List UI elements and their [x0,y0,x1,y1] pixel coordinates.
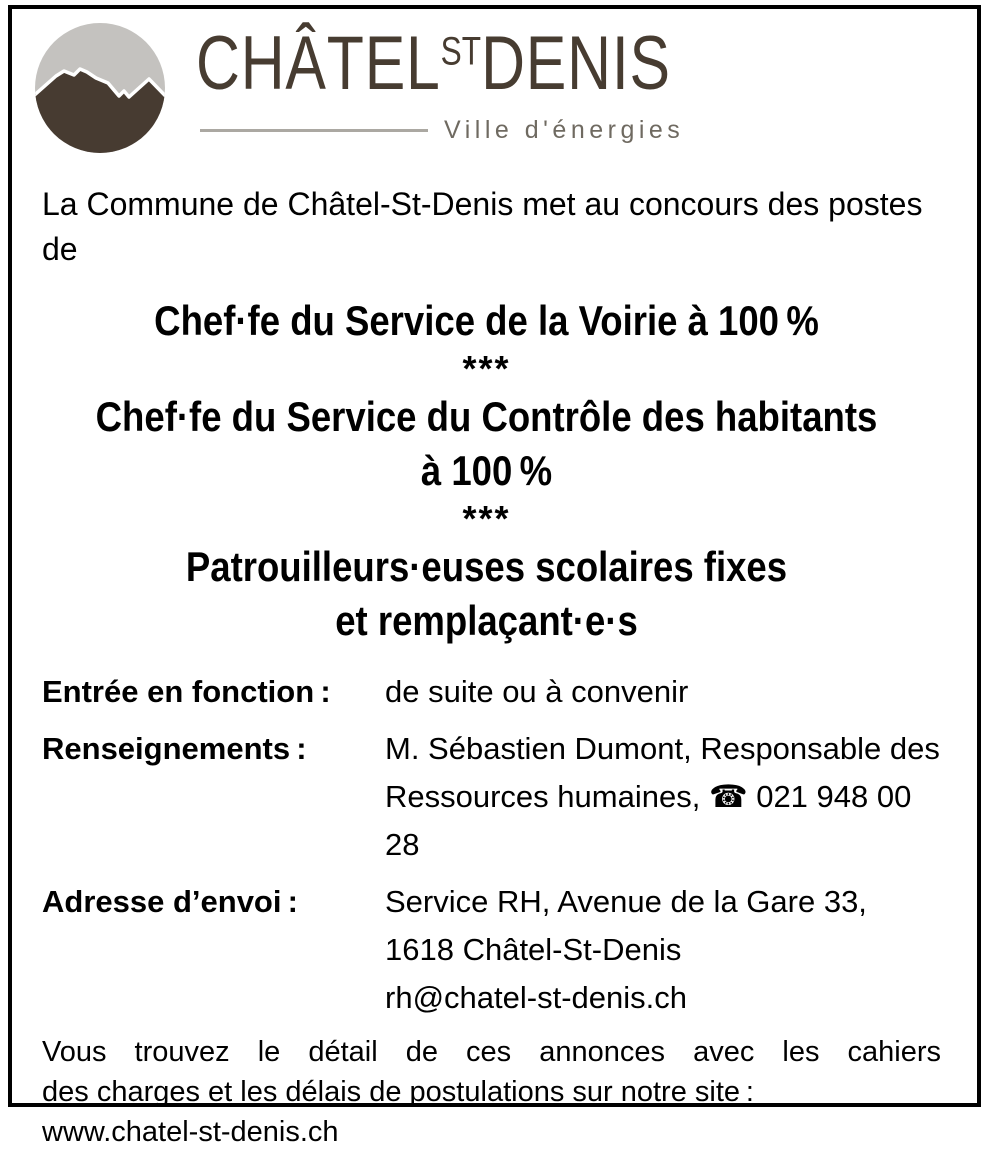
email-address: rh@chatel-st-denis.ch [385,980,687,1015]
detail-label-entree: Entrée en fonction : [42,674,331,709]
logo-tagline: Ville d'énergies [444,116,685,144]
job-title-voirie: Chef·fe du Service de la Voirie à 100 % [154,297,819,344]
detail-label-renseignements: Renseignements : [42,731,307,766]
detail-label-adresse: Adresse d’envoi : [42,884,299,919]
phone-number: 021 948 00 28 [385,779,912,862]
separator-stars: *** [462,348,511,389]
job-ad-frame [8,5,981,1148]
footer-line-1: Vous trouvez le détail de ces annonces avec les cahiers [42,1036,941,1068]
tagline-rule [200,129,428,132]
intro-line-1: La Commune de Châtel-St-Denis met au concours des postes [42,186,923,222]
job-title-patrouilleurs: Patrouilleurs·euses scolaires fixes et remplaçant·e·s [185,543,788,644]
tagline-row [200,116,790,145]
detail-value-adresse [385,878,941,1022]
chatel-mountain-logo-icon [34,22,166,154]
logo-header [32,22,941,156]
intro-line-2: de [42,231,78,267]
brand-block [196,22,790,145]
details-section [42,668,941,1022]
wordmark-denis: DENIS [481,21,671,106]
contact-phone-line: Ressources humaines, ☎ 021 948 00 28 [385,779,912,862]
footer-line-2: des charges et les délais de postulations sur notre site : [42,1076,754,1108]
intro-text [42,182,941,272]
logo-wordmark [196,21,671,114]
postal-address-line-2: 1618 Châtel-St-Denis [385,932,682,967]
detail-row-adresse [42,878,941,1022]
detail-row-renseignements [42,725,941,869]
wordmark-chatel: CHÂTEL [196,21,441,106]
detail-value-renseignements [385,725,941,869]
phone-icon: ☎ [708,779,748,814]
detail-row-entree [42,668,941,716]
website-url: www.chatel-st-denis.ch [42,1116,339,1148]
separator-stars: *** [462,498,511,539]
postal-address-line-1: Service RH, Avenue de la Gare 33, [385,884,867,919]
detail-value-entree: de suite ou à convenir [385,674,689,709]
contact-name-line: M. Sébastien Dumont, Responsable des [385,731,940,766]
job-title-controle-habitants: Chef·fe du Service du Contrôle des habitants à 100 % [95,393,878,494]
job-positions [32,294,941,648]
footer-text [42,1032,941,1152]
wordmark-st-superscript: ST [440,29,482,74]
